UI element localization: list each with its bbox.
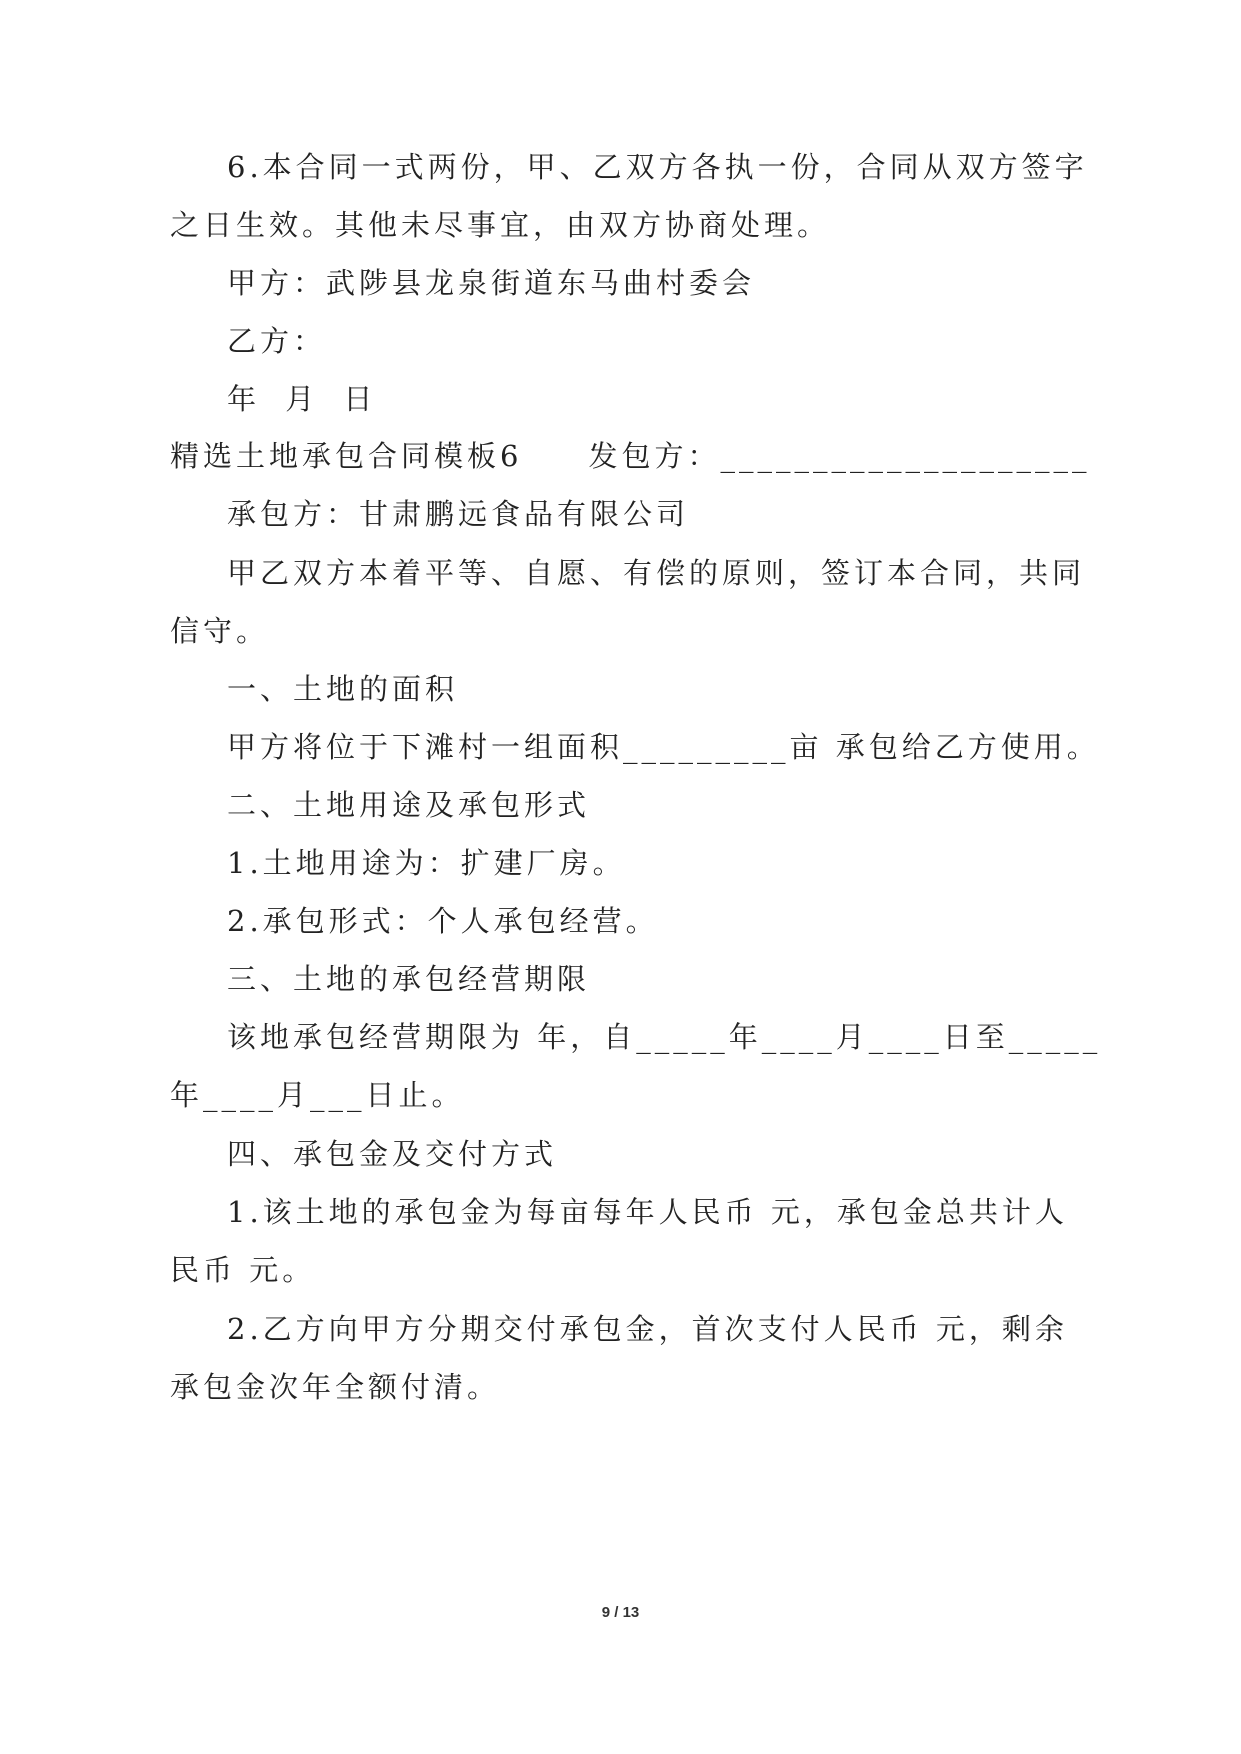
clause-heading: 四、承包金及交付方式 (227, 1137, 558, 1171)
paragraph-line: 甲乙双方本着平等、自愿、有偿的原则，签订本合同，共同 (227, 556, 1086, 590)
paragraph-line: 1.土地用途为：扩建厂房。 (227, 846, 626, 880)
paragraph-line: 承包金次年全额付清。 (170, 1370, 501, 1404)
section-title-line: 精选土地承包合同模板6 发包方：____________________ (170, 439, 1091, 473)
clause-heading: 二、土地用途及承包形式 (227, 788, 591, 822)
party-a-line: 甲方：武陟县龙泉街道东马曲村委会 (227, 266, 756, 300)
date-line: 年 月 日 (227, 382, 383, 416)
paragraph-line: 6.本合同一式两份，甲、乙双方各执一份，合同从双方签字 (227, 150, 1088, 184)
paragraph-line: 信守。 (170, 614, 270, 648)
clause-heading: 三、土地的承包经营期限 (227, 962, 591, 996)
contractor-line: 承包方：甘肃鹏远食品有限公司 (227, 497, 690, 531)
paragraph-line: 2.承包形式：个人承包经营。 (227, 904, 659, 938)
paragraph-line: 2.乙方向甲方分期交付承包金，首次支付人民币 元，剩余 (227, 1312, 1068, 1346)
paragraph-line: 该地承包经营期限为 年，自_____年____月____日至_____ (227, 1020, 1102, 1054)
paragraph-line: 1.该土地的承包金为每亩每年人民币 元，承包金总共计人 (227, 1195, 1068, 1229)
clause-heading: 一、土地的面积 (227, 672, 459, 706)
paragraph-line: 民币 元。 (170, 1253, 316, 1287)
page-number: 9 / 13 (601, 1604, 640, 1621)
paragraph-line: 之日生效。其他未尽事宜，由双方协商处理。 (170, 208, 831, 242)
paragraph-line: 年____月___日止。 (170, 1078, 465, 1112)
paragraph-line: 甲方将位于下滩村一组面积_________亩 承包给乙方使用。 (227, 730, 1100, 764)
party-b-line: 乙方： (227, 324, 327, 358)
